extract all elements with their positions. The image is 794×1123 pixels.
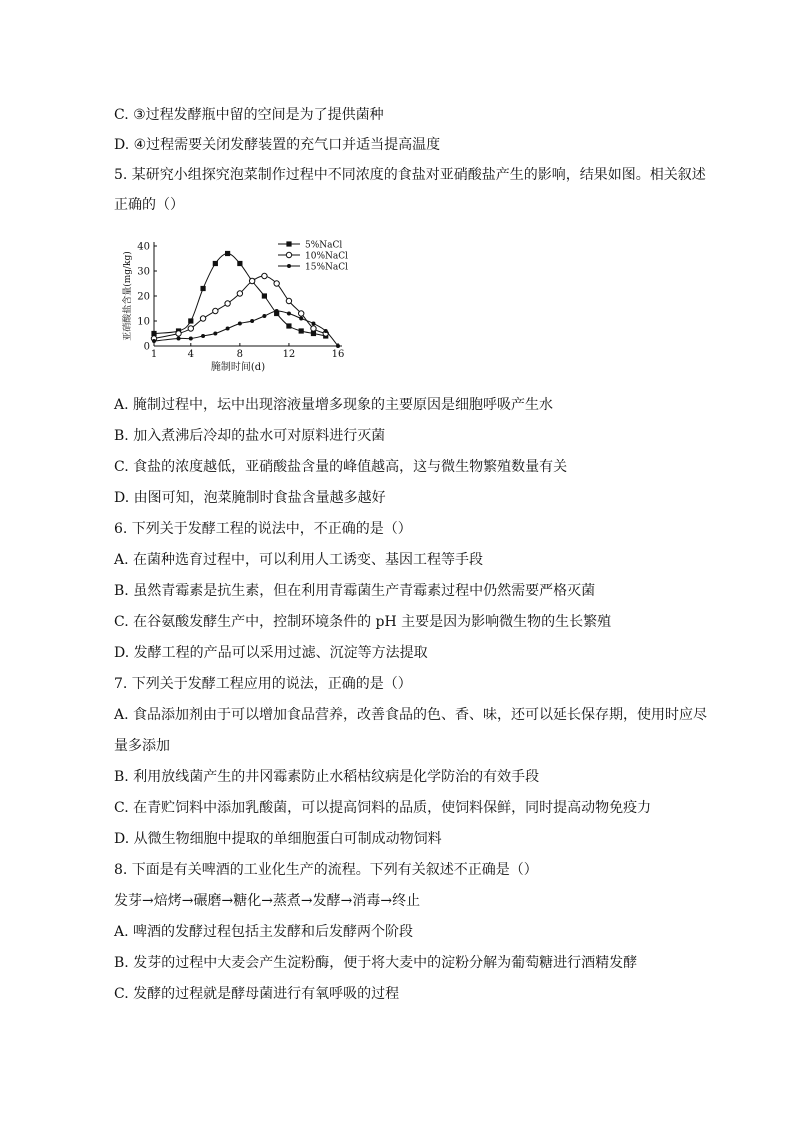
option-a-q8: A. 啤酒的发酵过程包括主发酵和后发酵两个阶段: [114, 924, 414, 940]
x-tick-label: 16: [331, 349, 345, 360]
legend-marker: [287, 264, 291, 268]
process-flow: 发芽→焙烤→碾磨→糖化→蒸煮→发酵→消毒→终止: [114, 893, 421, 909]
question-6-stem: 6. 下列关于发酵工程的说法中，不正确的是（）: [114, 521, 412, 537]
data-point: [189, 337, 193, 341]
data-point: [299, 328, 304, 333]
option-b-q6: B. 虽然青霉素是抗生素，但在利用青霉菌生产青霉素过程中仍然需要严格灭菌: [114, 583, 596, 599]
chart-svg: [118, 234, 368, 374]
data-point: [225, 301, 230, 306]
data-point: [311, 322, 315, 326]
option-c-q8: C. 发酵的过程就是酵母菌进行有氧呼吸的过程: [114, 986, 400, 1002]
nitrite-line-chart: [118, 234, 368, 374]
data-point: [238, 322, 242, 326]
x-tick-label: 8: [236, 349, 244, 360]
data-point: [213, 261, 218, 266]
data-point: [226, 327, 230, 331]
question-5-stem: 5. 某研究小组探究泡菜制作过程中不同浓度的食盐对亚硝酸盐产生的影响，结果如图。相关叙述: [114, 167, 706, 183]
question-8-stem: 8. 下面是有关啤酒的工业化生产的流程。下列有关叙述不正确是（）: [114, 862, 538, 878]
data-point: [237, 291, 242, 296]
data-point: [213, 332, 217, 336]
legend-label: 10%NaCl: [305, 251, 349, 262]
data-point: [287, 312, 291, 316]
y-tick-label: 0: [143, 341, 150, 353]
option-c-q4: C. ③过程发酵瓶中留的空间是为了提供菌种: [114, 107, 384, 123]
question-7-stem: 7. 下列关于发酵工程应用的说法，正确的是（）: [114, 676, 412, 692]
data-point: [201, 334, 205, 338]
data-point: [213, 308, 218, 313]
data-point: [286, 323, 291, 328]
data-point: [262, 273, 267, 278]
question-5-stem-cont: 正确的（）: [114, 197, 184, 213]
data-point: [200, 316, 205, 321]
data-point: [336, 344, 340, 348]
option-b-q5: B. 加入煮沸后冷却的盐水可对原料进行灭菌: [114, 428, 386, 444]
legend-marker: [286, 252, 291, 257]
data-point: [262, 293, 267, 298]
option-b-q7: B. 利用放线菌产生的井冈霉素防止水稻枯纹病是化学防治的有效手段: [114, 769, 540, 785]
legend-label: 15%NaCl: [305, 262, 349, 273]
y-tick-label: 40: [137, 241, 150, 253]
option-c-q5: C. 食盐的浓度越低，亚硝酸盐含量的峰值越高，这与微生物繁殖数量有关: [114, 459, 568, 475]
y-tick-label: 30: [137, 266, 150, 278]
data-point: [200, 286, 205, 291]
data-point: [311, 326, 316, 331]
option-d-q7: D. 从微生物细胞中提取的单细胞蛋白可制成动物饲料: [114, 831, 442, 847]
x-tick-label: 4: [187, 349, 194, 360]
option-a-q6: A. 在菌种选育过程中，可以利用人工诱变、基因工程等手段: [114, 552, 484, 568]
data-point: [275, 309, 279, 313]
data-point: [299, 317, 303, 321]
x-tick-label: 1: [150, 349, 158, 360]
data-point: [237, 261, 242, 266]
option-a-q7: A. 食品添加剂由于可以增加食品营养，改善食品的色、香、味，还可以延长保存期，使用时应尽: [114, 707, 708, 723]
data-point: [286, 298, 291, 303]
y-axis-label: 亚硝酸盐含量(mg/kg): [123, 251, 133, 341]
legend-label: 5%NaCl: [305, 240, 343, 251]
option-c-q6: C. 在谷氨酸发酵生产中，控制环境条件的 pH 主要是因为影响微生物的生长繁殖: [114, 614, 612, 630]
data-point: [176, 331, 181, 336]
data-point: [152, 339, 156, 343]
option-b-q8: B. 发芽的过程中大麦会产生淀粉酶，便于将大麦中的淀粉分解为葡萄糖进行酒精发酵: [114, 955, 638, 971]
data-point: [188, 318, 193, 323]
option-d-q5: D. 由图可知，泡菜腌制时食盐含量越多越好: [114, 490, 386, 506]
data-point: [262, 314, 266, 318]
x-tick-label: 12: [282, 349, 296, 360]
option-d-q4: D. ④过程需要关闭发酵装置的充气口并适当提高温度: [114, 137, 441, 153]
option-d-q6: D. 发酵工程的产品可以采用过滤、沉淀等方法提取: [114, 645, 428, 661]
data-point: [274, 281, 279, 286]
x-axis-label: 腌制时间(d): [210, 362, 266, 373]
data-point: [324, 329, 328, 333]
data-point: [299, 311, 304, 316]
option-a-q7-cont: 量多添加: [114, 738, 170, 754]
y-tick-label: 10: [137, 316, 150, 328]
data-point: [250, 319, 254, 323]
data-point: [177, 337, 181, 341]
data-point: [249, 278, 254, 283]
legend-marker: [286, 241, 291, 246]
data-point: [188, 326, 193, 331]
option-c-q7: C. 在青贮饲料中添加乳酸菌，可以提高饲料的品质，使饲料保鲜，同时提高动物免疫力: [114, 800, 652, 816]
option-a-q5: A. 腌制过程中，坛中出现溶液量增多现象的主要原因是细胞呼吸产生水: [114, 397, 554, 413]
y-tick-label: 20: [137, 291, 150, 303]
data-point: [225, 251, 230, 256]
